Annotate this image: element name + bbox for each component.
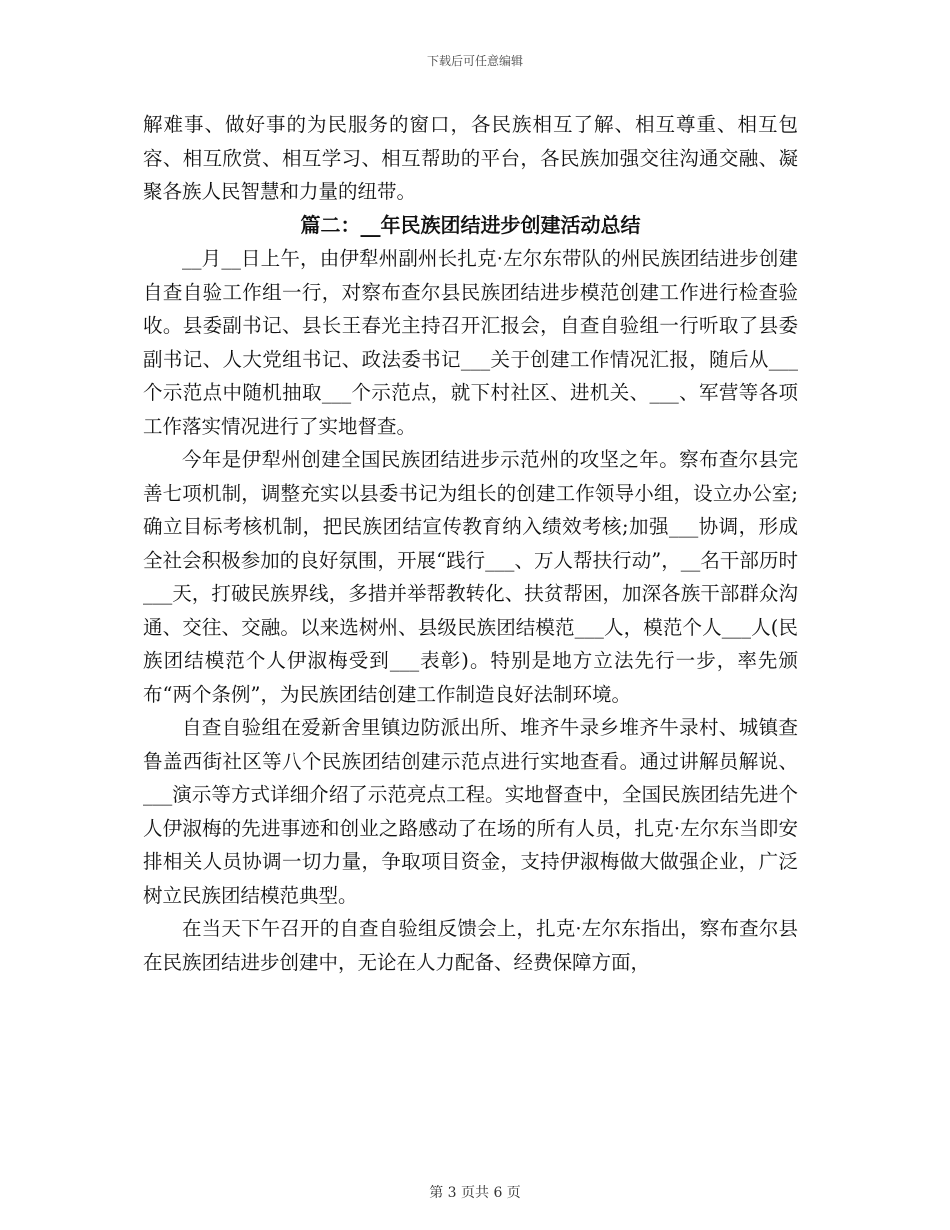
- paragraph-continued: 解难事、做好事的为民服务的窗口，各民族相互了解、相互尊重、相互包容、相互欣赏、相互学习、相互帮助的平台，各民族加强交往沟通交融、凝聚各族人民智慧和力量的纽带。: [143, 113, 798, 203]
- paragraph-3: 自查自验组在爱新舍里镇边防派出所、堆齐牛录乡堆齐牛录村、城镇查鲁盖西街社区等八个民族团结创建示范点进行实地查看。通过讲解员解说、___演示等方式详细介绍了示范亮点工程。实地督查中，全国民族团结先进个人伊淑梅的先进事迹和创业之路感动了在场的所有人员，扎克·左尔东当即安排相关人员协调一切力量，争取项目资金，支持伊淑梅做大做强企业，广泛树立民族团结模范典型。: [143, 716, 798, 907]
- paragraph-2: 今年是伊犁州创建全国民族团结进步示范州的攻坚之年。察布查尔县完善七项机制，调整充实以县委书记为组长的创建工作领导小组，设立办公室;确立目标考核机制，把民族团结宣传教育纳入绩效考核;加强___协调，形成全社会积极参加的良好氛围，开展“践行___、万人帮扶行动”，__名干部历时___天，打破民族界线，多措并举帮教转化、扶贫帮困，加深各族干部群众沟通、交往、交融。以来选树州、县级民族团结模范___人，模范个人___人(民族团结模范个人伊淑梅受到___表彰)。特别是地方立法先行一步，率先颁布“两个条例”，为民族团结创建工作制造良好法制环境。: [143, 448, 798, 706]
- paragraph-4: 在当天下午召开的自查自验组反馈会上，扎克·左尔东指出，察布查尔县在民族团结进步创建中，无论在人力配备、经费保障方面，: [143, 917, 798, 974]
- page-header: 下载后可任意编辑: [426, 54, 523, 68]
- document-body: [143, 108, 798, 979]
- paragraph-1: __月__日上午，由伊犁州副州长扎克·左尔东带队的州民族团结进步创建自查自验工作组一行，对察布查尔县民族团结进步模范创建工作进行检查验收。县委副书记、县长王春光主持召开汇报会，自查自验组一行听取了县委副书记、人大党组书记、政法委书记___关于创建工作情况汇报，随后从___个示范点中随机抽取___个示范点，就下村社区、进机关、___、军营等各项工作落实情况进行了实地督查。: [143, 247, 798, 438]
- page-number-footer: 第 3 页共 6 页: [429, 1185, 521, 1201]
- section-heading: 篇二：__年民族团结进步创建活动总结: [300, 212, 641, 237]
